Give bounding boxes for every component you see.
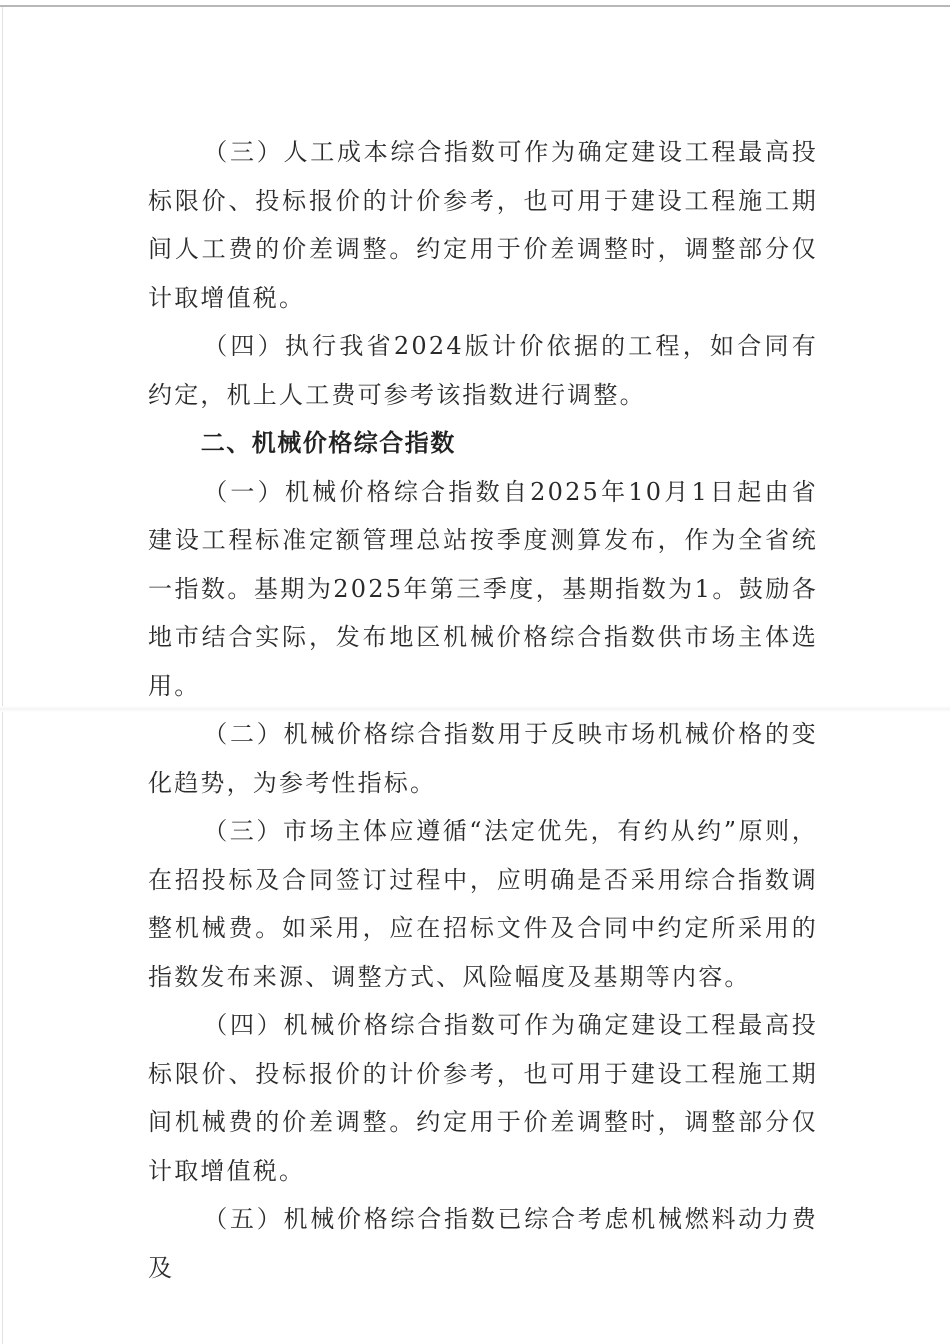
- paragraph-machinery-index-item-2: （二）机械价格综合指数用于反映市场机械价格的变化趋势，为参考性指标。: [148, 720, 818, 797]
- document-page-body: [148, 128, 818, 1292]
- paragraph-machinery-index-item-1: （一）机械价格综合指数自2025年10月1日起由省建设工程标准定额管理总站按季度测算发布，作为全省统一指数。基期为2025年第三季度，基期指数为1。鼓励各地市结合实际，发布地区机械价格综合指数供市场主体选用。: [148, 477, 818, 700]
- paragraph-labor-index-item-4: （四）执行我省2024版计价依据的工程，如合同有约定，机上人工费可参考该指数进行调整。: [148, 332, 818, 409]
- section-heading-machinery-index: 二、机械价格综合指数: [200, 429, 456, 457]
- paragraph-machinery-index-item-4: （四）机械价格综合指数可作为确定建设工程最高投标限价、投标报价的计价参考，也可用于建设工程施工期间机械费的价差调整。约定用于价差调整时，调整部分仅计取增值税。: [148, 1011, 818, 1185]
- paragraph-labor-index-item-3: （三）人工成本综合指数可作为确定建设工程最高投标限价、投标报价的计价参考，也可用于建设工程施工期间人工费的价差调整。约定用于价差调整时，调整部分仅计取增值税。: [148, 138, 818, 312]
- paragraph-machinery-index-item-3: （三）市场主体应遵循“法定优先，有约从约”原则，在招投标及合同签订过程中，应明确是否采用综合指数调整机械费。如采用，应在招标文件及合同中约定所采用的指数发布来源、调整方式、风险幅度及基期等内容。: [148, 817, 818, 991]
- scan-left-edge: [2, 7, 3, 1344]
- scan-top-edge: [0, 5, 950, 7]
- paragraph-machinery-index-item-5: （五）机械价格综合指数已综合考虑机械燃料动力费及: [148, 1205, 818, 1282]
